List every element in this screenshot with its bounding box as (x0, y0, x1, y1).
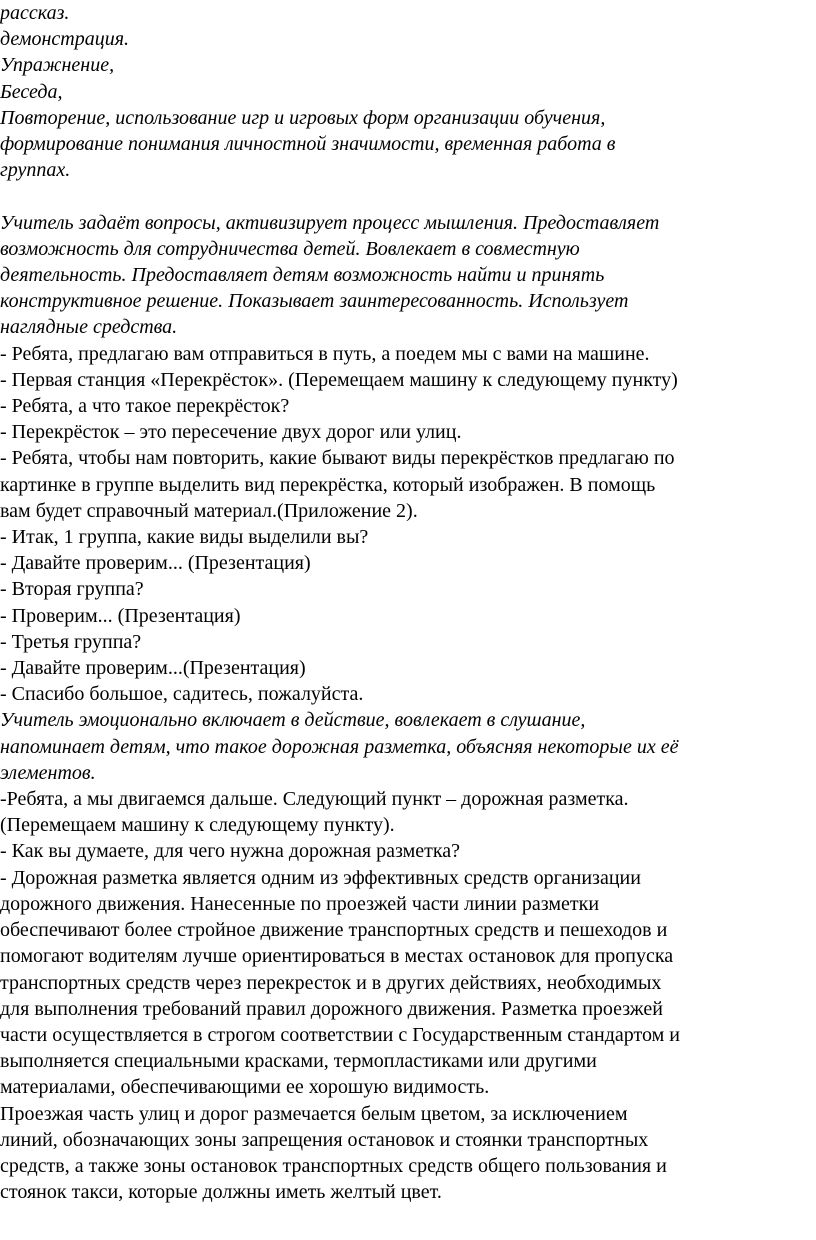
text-line: - Вторая группа? (0, 578, 144, 601)
text-line: транспортных средств через перекресток и в других действиях, необходимых (0, 971, 662, 994)
italic-text-line: формирование понимания личностной значимости, временная работа в (0, 133, 616, 156)
text-line: - Давайте проверим...(Презентация) (0, 657, 306, 680)
text-line: - Дорожная разметка является одним из эффективных средств организации (0, 866, 641, 889)
italic-text-line: демонстрация. (0, 28, 130, 51)
italic-text-line: Упражнение, (0, 54, 115, 77)
italic-text-line: группах. (0, 159, 71, 182)
text-line: Проезжая часть улиц и дорог размечается белым цветом, за исключением (0, 1102, 628, 1125)
text-line: -Ребята, а мы двигаемся дальше. Следующий пункт – дорожная разметка. (0, 788, 629, 811)
italic-text-line (0, 183, 800, 209)
italic-text-line: Учитель задаёт вопросы, активизирует процесс мышления. Предоставляет (0, 211, 660, 234)
text-line: - Ребята, а что такое перекрёсток? (0, 395, 290, 418)
italic-text-line: Повторение, использование игр и игровых форм организации обучения, (0, 106, 606, 129)
text-line: картинке в группе выделить вид перекрёстка, который изображен. В помощь (0, 473, 656, 496)
text-line: дорожного движения. Нанесенные по проезжей части линии разметки (0, 892, 600, 915)
italic-text-line: рассказ. (0, 2, 70, 24)
text-line: линий, обозначающих зоны запрещения остановок и стоянки транспортных (0, 1128, 649, 1151)
text-line: - Третья группа? (0, 630, 142, 653)
text-line: (Перемещаем машину к следующему пункту). (0, 814, 395, 837)
text-line: - Давайте проверим... (Презентация) (0, 552, 311, 575)
text-line: - Перекрёсток – это пересечение двух дорог или улиц. (0, 421, 462, 444)
text-line: материалами, обеспечивающими ее хорошую видимость. (0, 1076, 490, 1099)
italic-text-line: элементов. (0, 761, 96, 784)
text-line: - Ребята, предлагаю вам отправиться в путь, а поедем мы с вами на машине. (0, 342, 650, 365)
italic-text-line: наглядные средства. (0, 316, 178, 339)
text-line: средств, а также зоны остановок транспортных средств общего пользования и (0, 1154, 667, 1177)
text-line: - Как вы думаете, для чего нужна дорожная разметка? (0, 840, 461, 863)
italic-text-line: конструктивное решение. Показывает заинтересованность. Использует (0, 290, 629, 313)
text-line: помогают водителям лучше ориентироваться в местах остановок для пропуска (0, 945, 674, 968)
italic-text-line: возможность для сотрудничества детей. Вовлекает в совместную (0, 237, 580, 260)
text-line: - Проверим... (Презентация) (0, 604, 241, 627)
italic-text-line: напоминает детям, что такое дорожная разметка, объясняя некоторые их её (0, 735, 679, 758)
text-line: для выполнения требований правил дорожного движения. Разметка проезжей (0, 997, 663, 1020)
text-line: выполняется специальными красками, термопластиками или другими (0, 1050, 597, 1073)
text-line: - Ребята, чтобы нам повторить, какие бывают виды перекрёстков предлагаю по (0, 447, 675, 470)
italic-text-line: Учитель эмоционально включает в действие, вовлекает в слушание, (0, 709, 586, 732)
italic-text-line: деятельность. Предоставляет детям возможность найти и принять (0, 264, 605, 287)
text-line: части осуществляется в строгом соответствии с Государственным стандартом и (0, 1023, 680, 1046)
text-line: вам будет справочный материал.(Приложение 2). (0, 499, 418, 522)
text-line: - Спасибо большое, садитесь, пожалуйста. (0, 683, 364, 706)
text-line: стоянок такси, которые должны иметь желтый цвет. (0, 1181, 442, 1204)
text-line: обеспечивают более стройное движение транспортных средств и пешеходов и (0, 919, 668, 942)
italic-text-line: Беседа, (0, 80, 63, 103)
text-line: - Итак, 1 группа, какие виды выделили вы? (0, 526, 369, 549)
text-line: - Первая станция «Перекрёсток». (Перемещаем машину к следующему пункту) (0, 368, 678, 391)
